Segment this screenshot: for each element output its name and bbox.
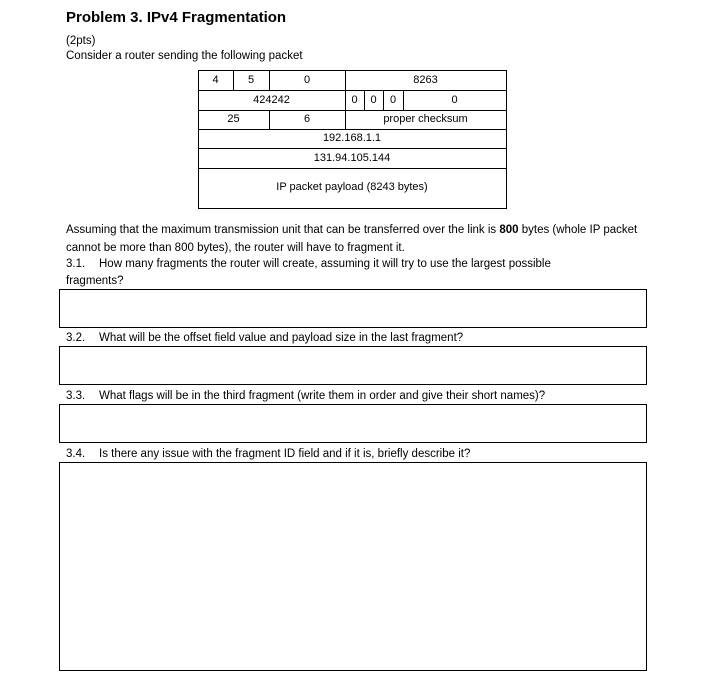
problem-title: Problem 3. IPv4 Fragmentation	[66, 9, 287, 26]
source-ip-field: 192.168.1.1	[322, 132, 382, 144]
fragment-offset-field: 0	[451, 94, 458, 106]
checksum-field: proper checksum	[383, 113, 468, 125]
mtu-paragraph: Assuming that the maximum transmission unit that can be transferred over the link is 800 bytes (whole IP packet cannot be more than 800 bytes), the router will have to fragment it.	[66, 224, 638, 254]
answer-box-3-2[interactable]	[59, 346, 647, 385]
question-3-1: 3.1. How many fragments the router will create, assuming it will try to use the largest possible	[66, 258, 551, 270]
question-3-2: 3.2. What will be the offset field value and payload size in the last fragment?	[66, 332, 464, 344]
version-field: 4	[212, 74, 219, 86]
total-length-field: 8263	[413, 74, 438, 86]
protocol-field: 6	[303, 113, 311, 125]
question-3-1-cont: fragments?	[66, 275, 124, 287]
answer-box-3-4[interactable]	[59, 462, 647, 671]
mtu-value: 800	[499, 224, 519, 236]
flag-df: 0	[370, 94, 377, 106]
dest-ip-field: 131.94.105.144	[313, 152, 391, 164]
ihl-field: 5	[247, 74, 255, 86]
question-3-4: 3.4. Is there any issue with the fragment ID field and if it is, briefly describe it?	[66, 448, 471, 460]
points-label: (2pts)	[66, 35, 96, 47]
answer-box-3-3[interactable]	[59, 404, 647, 443]
flag-mf: 0	[389, 94, 397, 106]
intro-text: Consider a router sending the following packet	[66, 50, 303, 62]
flag-reserved: 0	[351, 94, 358, 106]
payload-field: IP packet payload (8243 bytes)	[276, 181, 428, 193]
tos-field: 0	[303, 74, 311, 86]
question-3-3: 3.3. What flags will be in the third fragment (write them in order and give their short names)?	[66, 390, 546, 402]
answer-box-3-1[interactable]	[59, 289, 647, 328]
identification-field: 424242	[253, 94, 290, 106]
ttl-field: 25	[227, 113, 240, 125]
